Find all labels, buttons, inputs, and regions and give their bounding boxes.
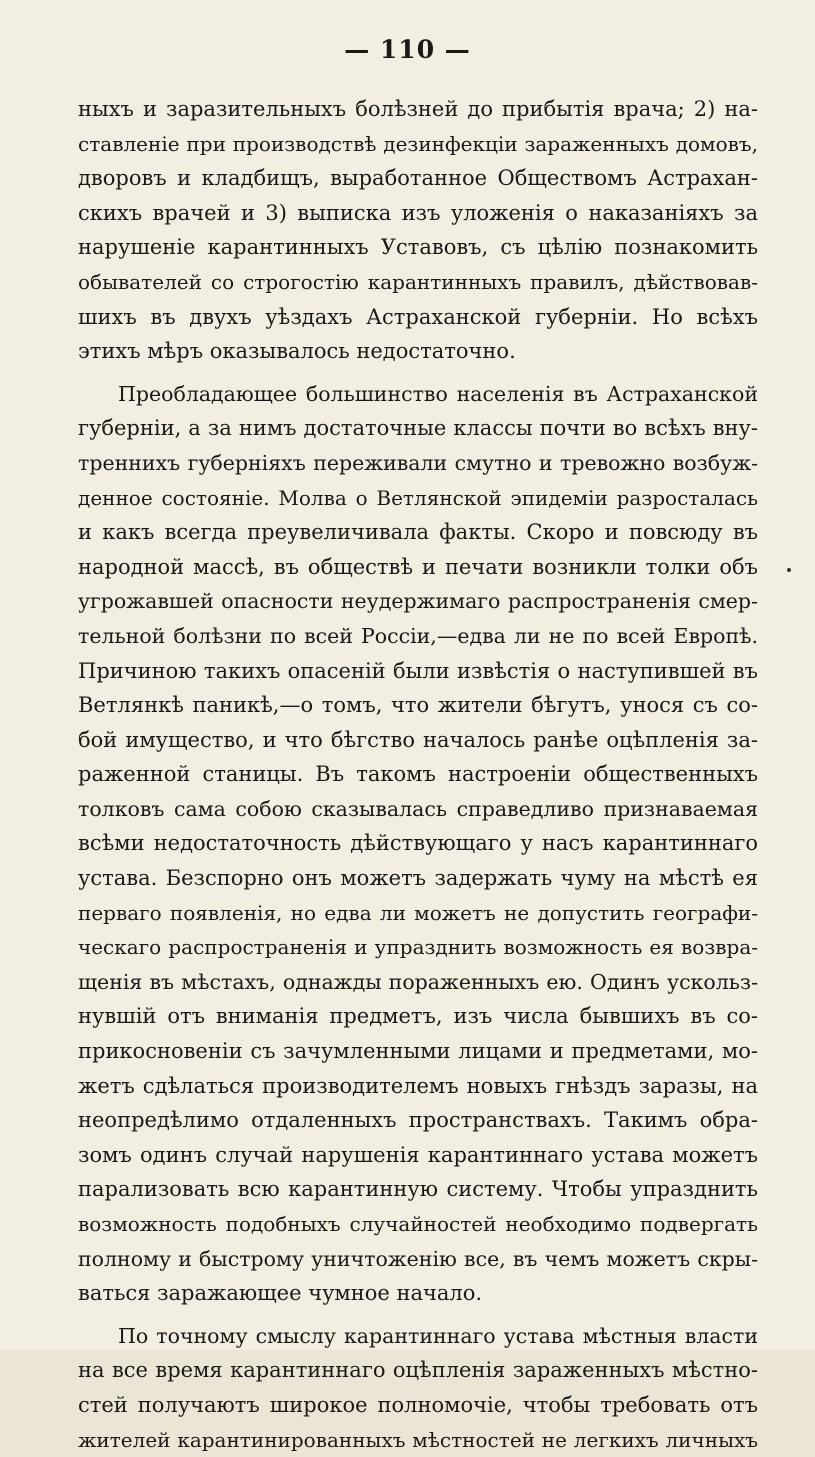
text-line: перваго появленія, но едва ли можетъ не допустить географи-: [78, 900, 758, 925]
text-line: ставленіе при производствѣ дезинфекціи зараженныхъ домовъ,: [78, 131, 758, 156]
text-line: нарушеніе карантинныхъ Уставовъ, съ цѣлію познакомить: [78, 235, 758, 260]
text-line: угрожавшей опасности неудержимаго распространенія смер-: [78, 589, 758, 614]
body-text: [78, 92, 758, 1457]
text-line: всѣми недостаточность дѣйствующаго у насъ карантиннаго: [78, 831, 758, 856]
text-line: треннихъ губерніяхъ переживали смутно и тревожно возбуж-: [78, 450, 758, 475]
text-line: губерніи, а за нимъ достаточные классы почти во всѣхъ вну-: [78, 416, 758, 441]
text-line: прикосновеніи съ зачумленными лицами и предметами, мо-: [78, 1039, 758, 1064]
text-line: По точному смыслу карантиннаго устава мѣстныя власти: [118, 1323, 758, 1348]
paragraph-2: [78, 377, 758, 1311]
text-line: на все время карантиннаго оцѣпленія зараженныхъ мѣстно-: [78, 1358, 758, 1383]
text-line: жителей карантинированныхъ мѣстностей не легкихъ личныхъ: [78, 1427, 758, 1452]
text-line: возможность подобныхъ случайностей необходимо подвергать: [78, 1212, 758, 1236]
text-line: толковъ сама собою сказывалась справедливо признаваемая: [78, 796, 758, 821]
text-line: тельной болѣзни по всей Россіи,—едва ли не по всей Европѣ.: [78, 623, 758, 648]
text-line: ческаго распространенія и упразднить возможность ея возвра-: [78, 935, 758, 960]
paragraph-3: [78, 1319, 758, 1457]
text-line: скихъ врачей и 3) выписка изъ уложенія о наказаніяхъ за: [78, 200, 758, 225]
text-line: Преобладающее большинство населенія въ Астраханской: [118, 381, 758, 406]
text-line: жетъ сдѣлаться производителемъ новыхъ гнѣздъ заразы, на: [78, 1073, 758, 1098]
page-number: — 110 —: [344, 35, 471, 64]
text-line: щенія въ мѣстахъ, однажды пораженныхъ ею. Одинъ ускольз-: [78, 969, 758, 994]
text-line: неопредѣлимо отдаленныхъ пространствахъ. Такимъ обра-: [78, 1108, 758, 1133]
text-line: нувшій отъ вниманія предметъ, изъ числа бывшихъ въ со-: [78, 1004, 758, 1029]
text-line: парализовать всю карантинную систему. Чтобы упразднить: [78, 1177, 758, 1202]
paragraph-1: [78, 92, 758, 369]
margin-mark: [787, 568, 791, 572]
text-line: стей получаютъ широкое полномочіе, чтобы требовать отъ: [78, 1392, 758, 1417]
text-line: полному и быстрому уничтоженію все, въ чемъ можетъ скры-: [78, 1246, 758, 1271]
text-line: зомъ одинъ случай нарушенія карантиннаго устава можетъ: [78, 1142, 758, 1167]
text-line: денное состояніе. Молва о Ветлянской эпидеміи разросталась: [78, 485, 758, 510]
text-line: и какъ всегда преувеличивала факты. Скоро и повсюду въ: [78, 520, 758, 545]
text-line: устава. Безспорно онъ можетъ задержать чуму на мѣстѣ ея: [78, 866, 758, 891]
text-line: обывателей со строгостію карантинныхъ правилъ, дѣйствовав-: [78, 269, 758, 294]
text-line: народной массѣ, въ обществѣ и печати возникли толки объ: [78, 554, 758, 579]
text-line: шихъ въ двухъ уѣздахъ Астраханской губерніи. Но всѣхъ: [78, 304, 758, 329]
text-line: раженной станицы. Въ такомъ настроеніи общественныхъ: [78, 762, 758, 787]
text-line: ныхъ и заразительныхъ болѣзней до прибытія врача; 2) на-: [78, 97, 758, 121]
text-line: Ветлянкѣ паникѣ,—о томъ, что жители бѣгутъ, унося съ со-: [78, 693, 758, 718]
text-line: этихъ мѣръ оказывалось недостаточно.: [78, 339, 516, 364]
text-line: ваться заражающее чумное начало.: [78, 1281, 483, 1306]
text-line: дворовъ и кладбищъ, выработанное Обществомъ Астрахан-: [78, 166, 758, 191]
text-line: бой имущество, и что бѣгство началось ранѣе оцѣпленія за-: [78, 727, 758, 752]
text-line: Причиною такихъ опасеній были извѣстія о наступившей въ: [78, 658, 758, 683]
